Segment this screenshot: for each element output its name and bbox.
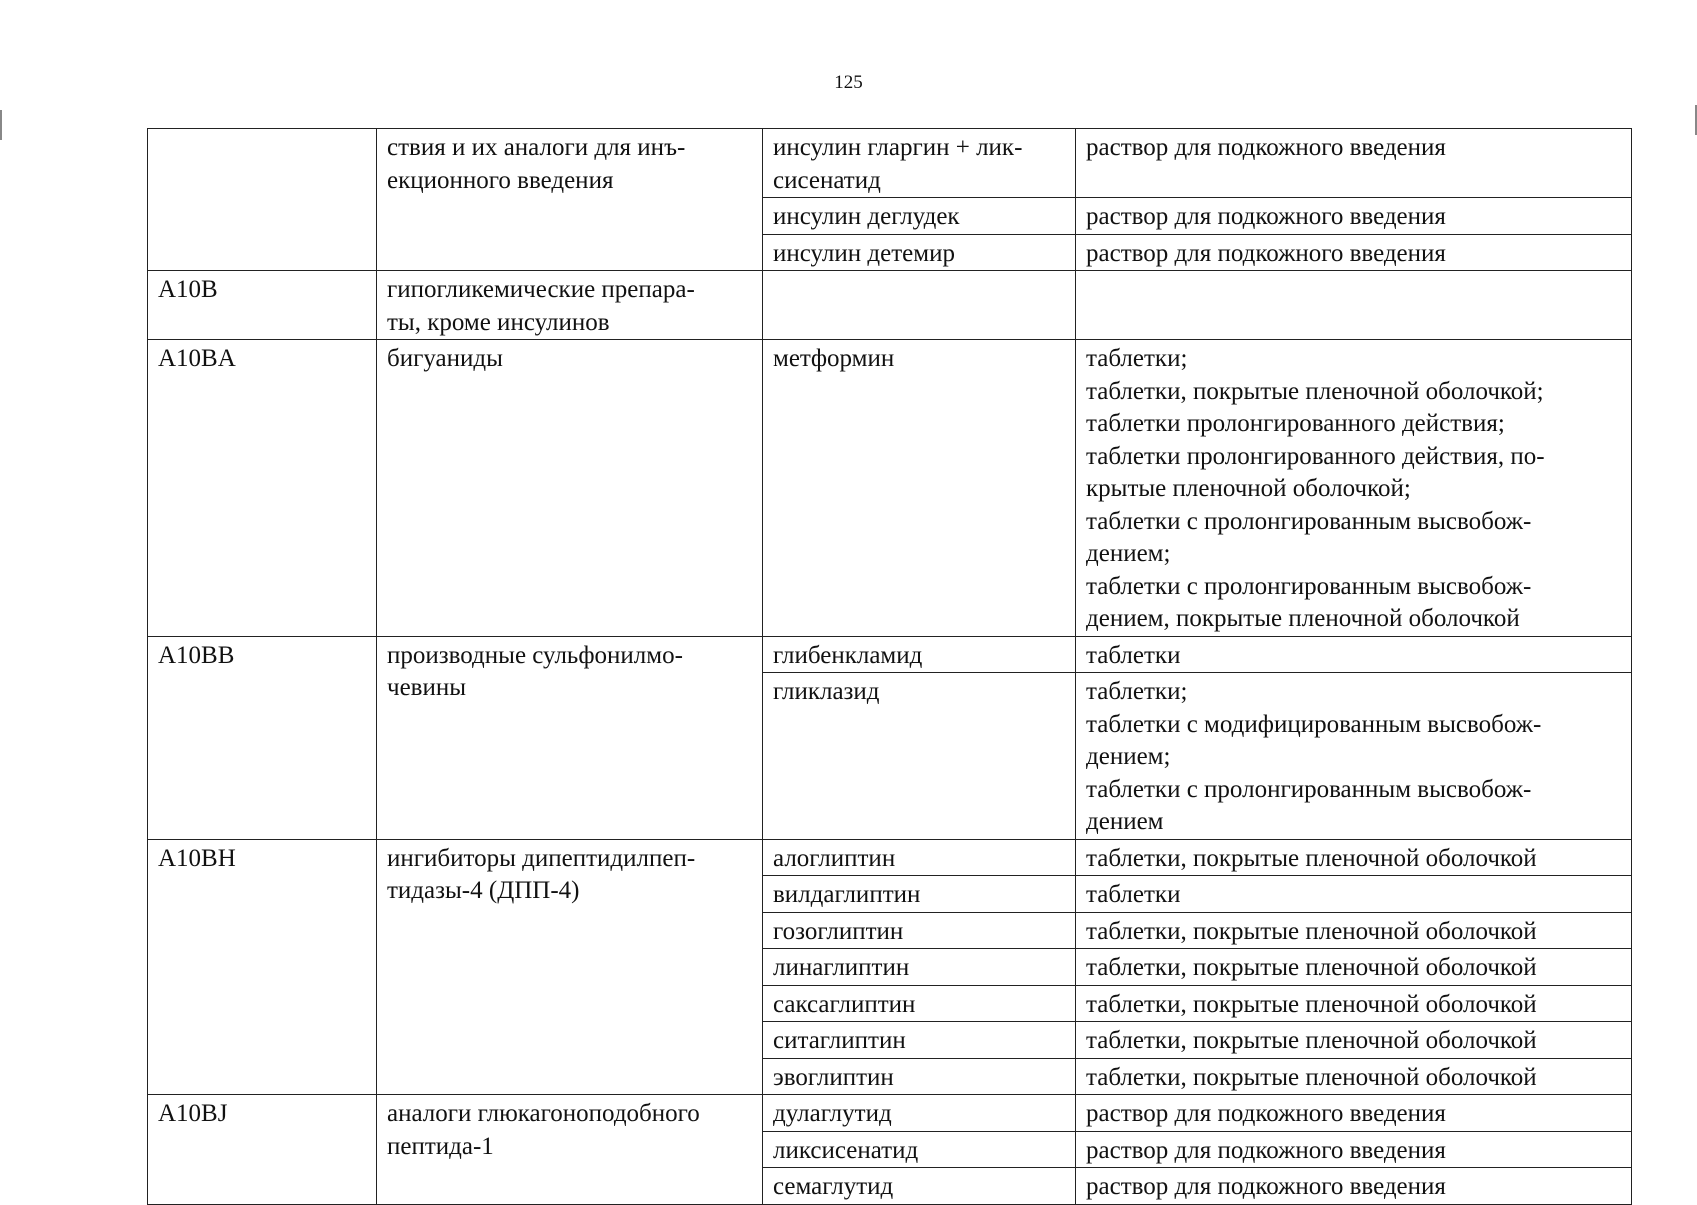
dosage-form-line: таблетки <box>1086 881 1181 908</box>
drug-name-cell: линаглиптин <box>763 949 1076 986</box>
drug-name-cell: глибенкламид <box>763 636 1076 673</box>
dosage-form-cell <box>1076 271 1632 340</box>
dosage-form-line: таблетки, покрытые пленочной оболочкой <box>1086 917 1537 945</box>
drug-name-cell: саксаглиптин <box>763 985 1076 1022</box>
dosage-form-line: таблетки, покрытые пленочной оболочкой <box>1086 844 1537 872</box>
group-name-cell: аналоги глюкагоноподобного пептида-1 <box>377 1095 763 1205</box>
drug-name-cell: ситаглиптин <box>763 1022 1076 1059</box>
dosage-form-line: таблетки, покрытые пленочной оболочкой <box>1086 990 1537 1018</box>
table-row <box>148 129 1632 198</box>
dosage-form-line: таблетки, покрытые пленочной оболочкой <box>1086 1063 1537 1091</box>
dosage-form-line: таблетки; <box>1086 678 1188 705</box>
dosage-form-line: раствор для подкожного введения <box>1086 239 1446 267</box>
page-number: 125 <box>834 72 863 93</box>
drug-name-cell: ликсисенатид <box>763 1131 1076 1168</box>
dosage-form-line: таблетки, покрытые пленочной оболочкой <box>1086 954 1537 981</box>
group-name-cell: бигуаниды <box>377 340 763 637</box>
dosage-form-cell <box>1076 1131 1632 1168</box>
dosage-form-cell <box>1076 1058 1632 1095</box>
table-row <box>148 271 1632 340</box>
dosage-form-cell <box>1076 1095 1632 1132</box>
dosage-form-cell <box>1076 912 1632 949</box>
drug-name-cell: метформин <box>763 340 1076 637</box>
drug-name-cell: дулаглутид <box>763 1095 1076 1132</box>
dosage-form-cell <box>1076 1168 1632 1205</box>
dosage-form-cell <box>1076 198 1632 235</box>
dosage-form-line: таблетки с пролонгированным высвобож- дением <box>1086 775 1532 835</box>
table-row <box>148 839 1632 876</box>
drug-name-cell: вилдаглиптин <box>763 876 1076 913</box>
drug-name-cell: гозоглиптин <box>763 912 1076 949</box>
table-row <box>148 636 1632 673</box>
scan-edge-mark-left <box>0 110 2 140</box>
dosage-form-line: раствор для подкожного введения <box>1086 203 1446 230</box>
group-name-cell: производные сульфонилмо- чевины <box>377 636 763 839</box>
dosage-form-cell <box>1076 985 1632 1022</box>
dosage-form-line: таблетки с модифицированным высвобож- дением; <box>1086 710 1542 770</box>
atc-code-cell: A10BA <box>148 340 377 637</box>
drug-name-cell: инсулин деглудек <box>763 198 1076 235</box>
dosage-form-line: таблетки <box>1086 641 1181 669</box>
dosage-form-cell <box>1076 839 1632 876</box>
drug-name-cell: гликлазид <box>763 673 1076 840</box>
group-name-cell: ствия и их аналоги для инъ- екционного введения <box>377 129 763 271</box>
drug-name-cell: алоглиптин <box>763 839 1076 876</box>
dosage-form-line: раствор для подкожного введения <box>1086 134 1446 161</box>
dosage-form-line: раствор для подкожного введения <box>1086 1136 1446 1164</box>
table-row <box>148 1095 1632 1132</box>
dosage-form-line: таблетки пролонгированного действия, по- крытые пленочной оболочкой; <box>1086 442 1545 502</box>
dosage-form-cell <box>1076 1022 1632 1059</box>
dosage-form-line: таблетки, покрытые пленочной оболочкой <box>1086 1027 1537 1054</box>
dosage-form-line <box>1086 274 1621 307</box>
dosage-form-line: таблетки пролонгированного действия; <box>1086 410 1505 437</box>
drug-name-cell: инсулин детемир <box>763 234 1076 271</box>
atc-code-cell: A10BH <box>148 839 377 1095</box>
table-row <box>148 340 1632 637</box>
drug-name-cell <box>763 271 1076 340</box>
drug-table <box>147 128 1632 1205</box>
dosage-form-cell <box>1076 876 1632 913</box>
dosage-form-cell <box>1076 129 1632 198</box>
dosage-form-cell <box>1076 340 1632 637</box>
atc-code-cell: A10BB <box>148 636 377 839</box>
atc-code-cell: A10BJ <box>148 1095 377 1205</box>
dosage-form-cell <box>1076 949 1632 986</box>
atc-code-cell: A10B <box>148 271 377 340</box>
dosage-form-line: таблетки, покрытые пленочной оболочкой; <box>1086 377 1544 405</box>
drug-name-cell: семаглутид <box>763 1168 1076 1205</box>
atc-code-cell <box>148 129 377 271</box>
dosage-form-line: раствор для подкожного введения <box>1086 1173 1446 1200</box>
group-name-cell: гипогликемические препара- ты, кроме инсулинов <box>377 271 763 340</box>
dosage-form-line: таблетки с пролонгированным высвобож- дением, покрытые пленочной оболочкой <box>1086 572 1532 632</box>
drug-name-cell: эвоглиптин <box>763 1058 1076 1095</box>
dosage-form-line: раствор для подкожного введения <box>1086 1100 1446 1127</box>
table-body <box>148 129 1632 1205</box>
dosage-form-cell <box>1076 673 1632 840</box>
drug-name-cell: инсулин гларгин + лик- сисенатид <box>763 129 1076 198</box>
dosage-form-line: таблетки; <box>1086 345 1188 372</box>
group-name-cell: ингибиторы дипептидилпеп- тидазы-4 (ДПП-4) <box>377 839 763 1095</box>
dosage-form-cell <box>1076 636 1632 673</box>
dosage-form-line: таблетки с пролонгированным высвобож- дением; <box>1086 507 1532 567</box>
dosage-form-cell <box>1076 234 1632 271</box>
